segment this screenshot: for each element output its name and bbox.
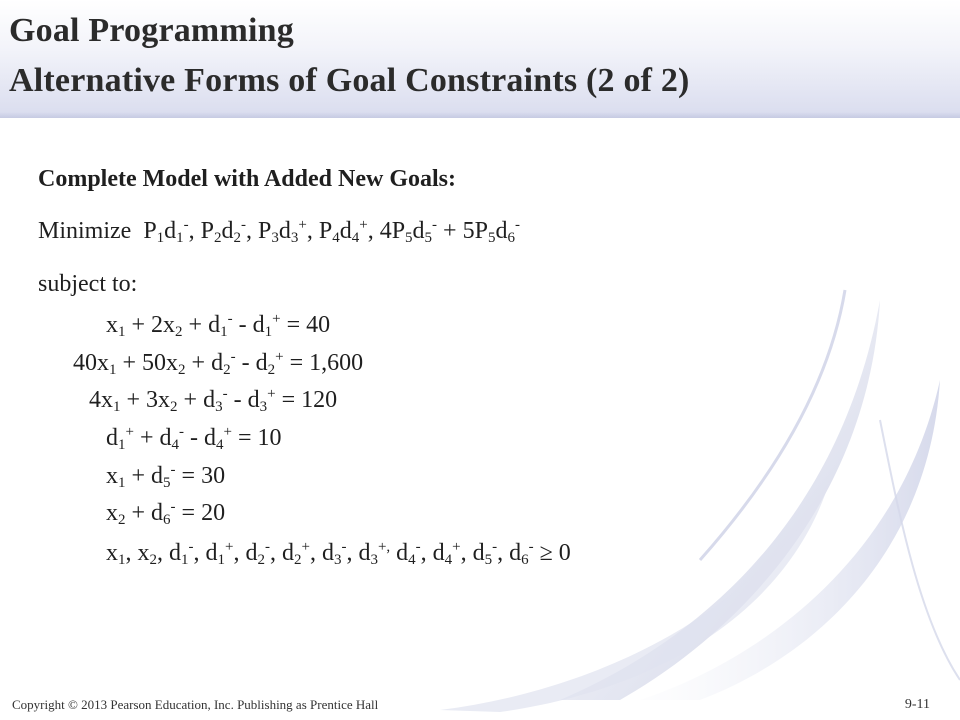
constraint-row: $40x_1 + 50x_2 + d_2^- - d_2^+ = 1,600$ [73,349,364,378]
slide-title: Goal Programming [9,12,294,49]
constraint-row: $x_1 + d_5^- = 30$ [106,462,226,491]
slide-subtitle: Alternative Forms of Goal Constraints (2 of 2) [9,62,690,99]
nonnegativity-constraint: $x_1$, $x_2$, $d_1^-$, $d_1^+$, $d_2^-$, $d_2^+$, $d_3^-$, $d_3^{+,}$ $d_4^-$, $d_4^+$, $d_5^-$, $d_6^- \ge 0$ [106,539,571,568]
page-number: 9-11 [904,697,930,712]
objective-function: Minimize $P_1d_1^-$, $P_2d_2^-$, $P_3d_3^+$, $P_4d_4^+$, $4P_5d_5^- + 5P_5d_6^-$ [38,217,520,246]
constraint-row: $d_1^+ + d_4^- - d_4^+ = 10$ [106,424,282,453]
subject-to-label: subject to: [38,271,138,297]
constraint-row: $x_1 + 2x_2 + d_1^- - d_1^+ = 40$ [106,311,331,340]
constraint-row: $x_2 + d_6^- = 20$ [106,499,226,528]
model-heading: Complete Model with Added New Goals: [38,166,456,192]
copyright-footer: Copyright © 2013 Pearson Education, Inc. Publishing as Prentice Hall [12,697,379,712]
constraint-row: $4x_1 + 3x_2 + d_3^- - d_3^+ = 120$ [89,386,338,415]
